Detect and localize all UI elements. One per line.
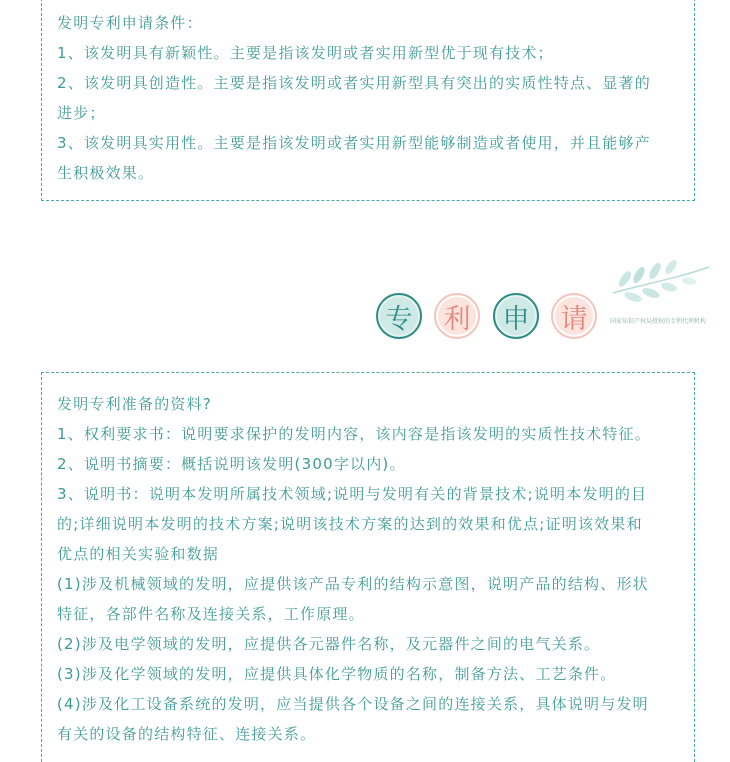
heading-char: 专 (376, 293, 422, 339)
materials-line: 优点的相关实验和数据 (57, 545, 220, 563)
materials-line: 1、权利要求书：说明要求保护的发明内容，该内容是指该发明的实质性技术特征。 (57, 425, 651, 443)
materials-box (41, 372, 695, 762)
conditions-line: 3、该发明具实用性。主要是指该发明或者实用新型能够制造或者使用，并且能够产 (57, 134, 651, 152)
conditions-title: 发明专利申请条件： (57, 14, 203, 32)
materials-line: 2、说明书摘要：概括说明该发明(300字以内)。 (57, 455, 406, 473)
materials-line: 3、说明书：说明本发明所属技术领域;说明与发明有关的背景技术;说明本发明的目 (57, 485, 648, 503)
section-heading (376, 293, 706, 343)
conditions-line: 2、该发明具创造性。主要是指该发明或者实用新型具有突出的实质性特点、显著的 (57, 74, 651, 92)
heading-tagline: 国家知识产权局授权的专利代理机构 (610, 318, 707, 325)
materials-line: (1)涉及机械领域的发明，应提供该产品专利的结构示意图，说明产品的结构、形状 (57, 575, 649, 593)
conditions-line: 进步； (57, 104, 106, 122)
materials-line: (2)涉及电学领域的发明，应提供各元器件名称，及元器件之间的电气关系。 (57, 635, 601, 653)
conditions-line: 生积极效果。 (57, 164, 155, 182)
materials-title: 发明专利准备的资料? (57, 395, 212, 413)
heading-char: 申 (493, 293, 539, 339)
materials-line: 有关的设备的结构特征、连接关系。 (57, 725, 317, 743)
materials-line: (3)涉及化学领域的发明，应提供具体化学物质的名称，制备方法、工艺条件。 (57, 665, 617, 683)
heading-char: 利 (434, 293, 480, 339)
conditions-box (41, 0, 695, 201)
materials-line: 特征，各部件名称及连接关系，工作原理。 (57, 605, 365, 623)
materials-line: 的;详细说明本发明的技术方案;说明该技术方案的达到的效果和优点;证明该效果和 (57, 515, 643, 533)
materials-line: (4)涉及化工设备系统的发明，应当提供各个设备之间的连接关系，具体说明与发明 (57, 695, 649, 713)
heading-char: 请 (551, 293, 597, 339)
conditions-line: 1、该发明具有新颖性。主要是指该发明或者实用新型优于现有技术； (57, 44, 554, 62)
